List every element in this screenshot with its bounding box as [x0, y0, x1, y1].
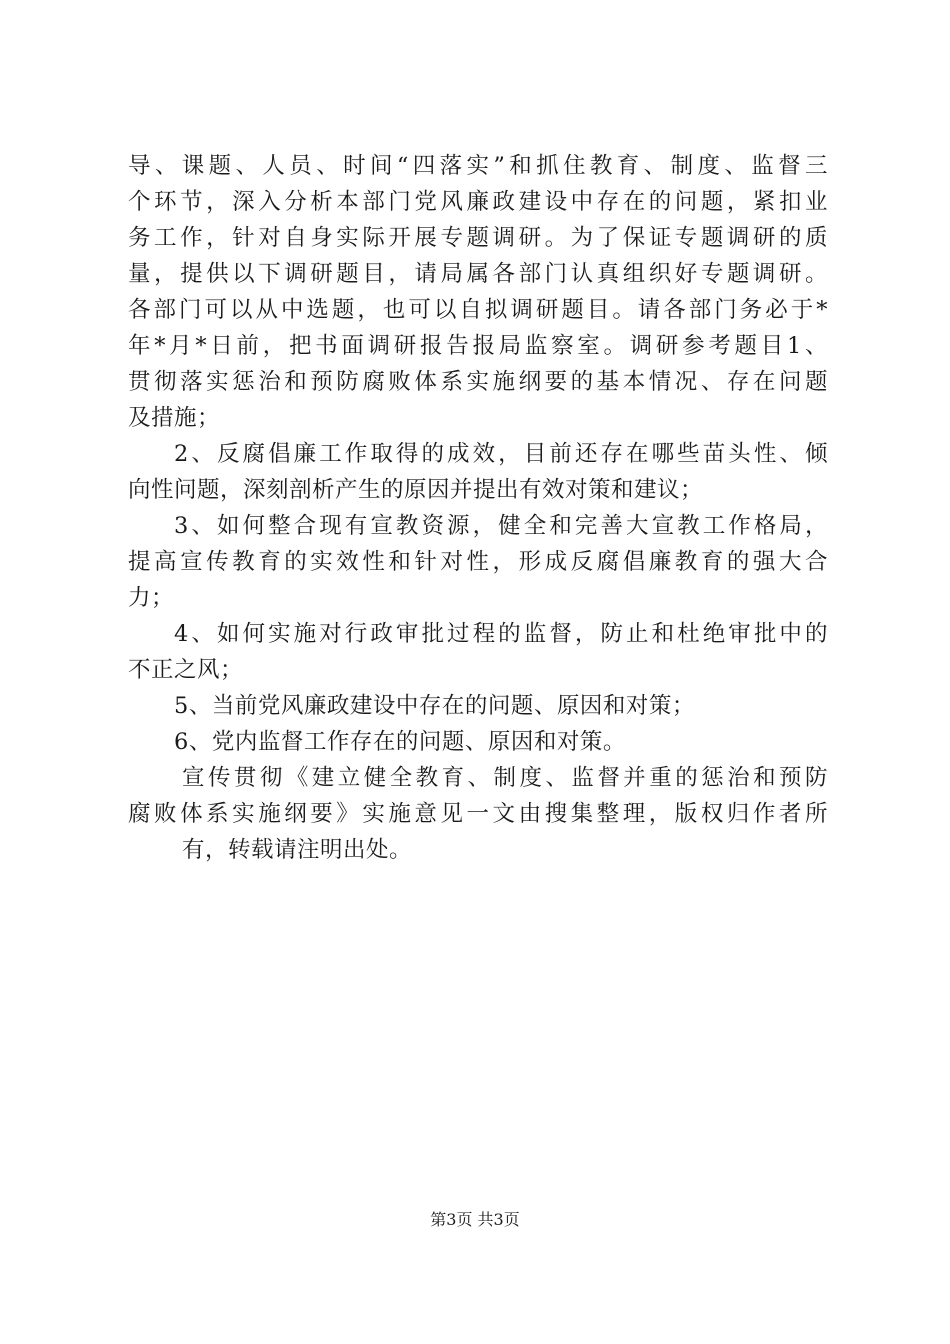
list-item-2-line: 2、反腐倡廉工作取得的成效，目前还存在哪些苗头性、倾	[174, 441, 828, 467]
closing-paragraph-line: 有，转载请注明出处。	[182, 837, 413, 863]
body-line: 各部门可以从中选题，也可以自拟调研题目。请各部门务必于*	[128, 297, 828, 323]
list-item-3-line: 提高宣传教育的实效性和针对性，形成反腐倡廉教育的强大合	[128, 549, 828, 575]
list-item-6-line: 6、党内监督工作存在的问题、原因和对策。	[174, 729, 626, 755]
body-line: 及措施；	[128, 405, 221, 431]
list-item-2-line: 向性问题，深刻剖析产生的原因并提出有效对策和建议；	[128, 477, 704, 503]
closing-paragraph-line: 宣传贯彻《建立健全教育、制度、监督并重的惩治和预防	[182, 765, 828, 791]
body-line: 量，提供以下调研题目，请局属各部门认真组织好专题调研。	[128, 261, 828, 287]
list-item-4-line: 不正之风；	[128, 657, 244, 683]
page-number-footer: 第3页 共3页	[430, 1210, 520, 1229]
list-item-4-line: 4、如何实施对行政审批过程的监督，防止和杜绝审批中的	[174, 621, 828, 647]
document-body	[128, 148, 828, 868]
closing-paragraph-line: 腐败体系实施纲要》实施意见一文由搜集整理，版权归作者所	[128, 801, 828, 827]
list-item-3-line: 力；	[128, 585, 175, 611]
list-item-3-line: 3、如何整合现有宣教资源，健全和完善大宣教工作格局，	[174, 513, 828, 539]
body-line: 务工作，针对自身实际开展专题调研。为了保证专题调研的质	[128, 225, 828, 251]
body-line: 导、课题、人员、时间“四落实”和抓住教育、制度、监督三	[128, 153, 828, 179]
body-line: 年*月*日前，把书面调研报告报局监察室。调研参考题目1、	[128, 333, 828, 359]
list-item-5-line: 5、当前党风廉政建设中存在的问题、原因和对策；	[174, 693, 695, 719]
body-line: 贯彻落实惩治和预防腐败体系实施纲要的基本情况、存在问题	[128, 369, 828, 395]
body-line: 个环节，深入分析本部门党风廉政建设中存在的问题，紧扣业	[128, 189, 828, 215]
